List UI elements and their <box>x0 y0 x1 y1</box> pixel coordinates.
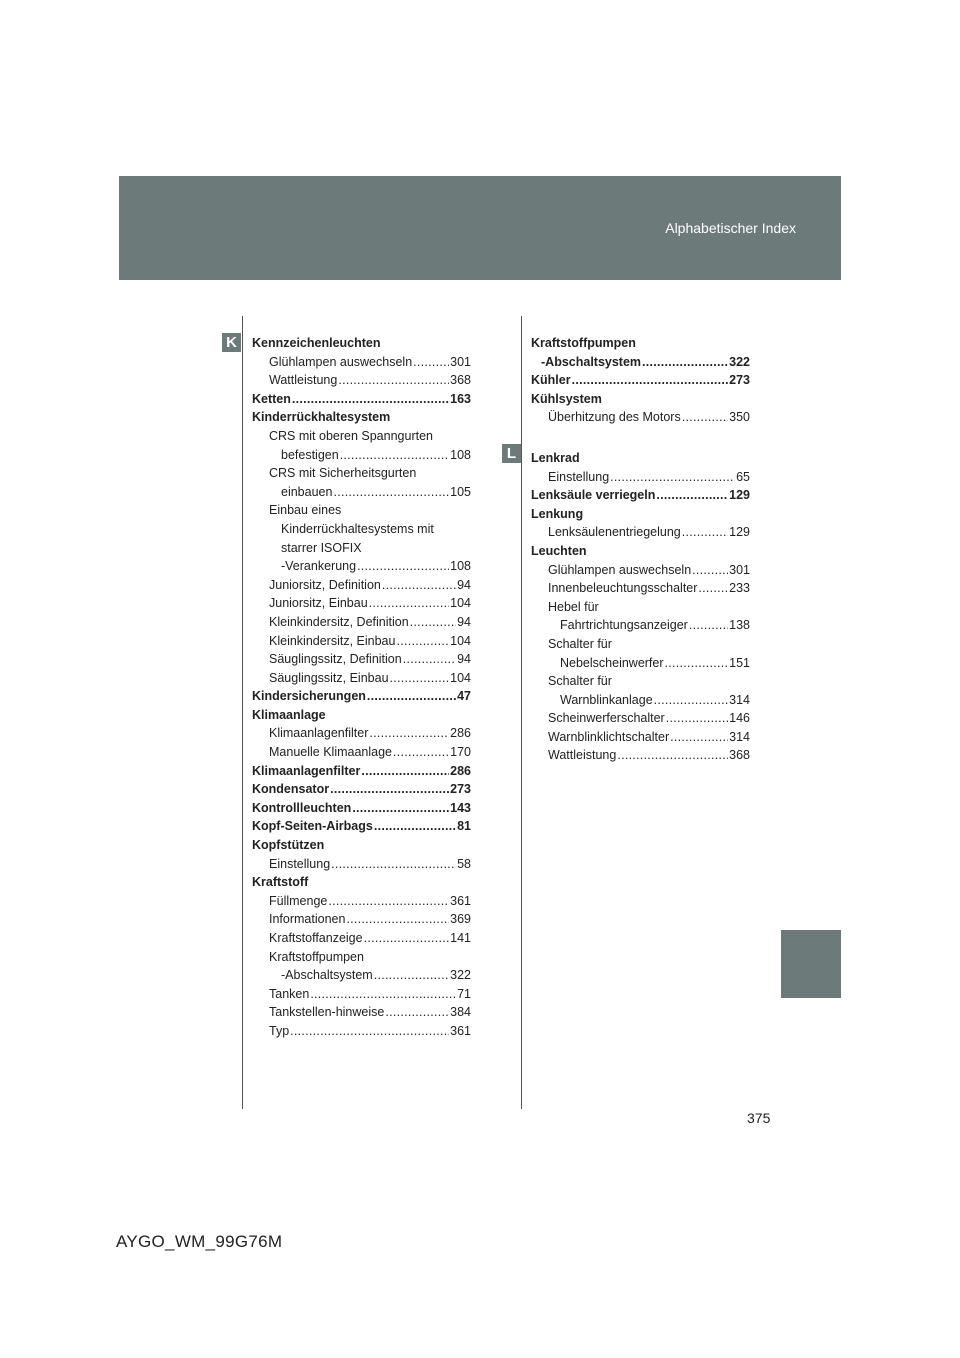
index-entry[interactable]: einbauen . . . 105 <box>252 483 471 502</box>
index-entry[interactable]: Füllmenge . . . 361 <box>252 892 471 911</box>
index-entry[interactable]: Tankstellen-hinweise . . . 384 <box>252 1003 471 1022</box>
index-entry[interactable]: Glühlampen auswechseln . . . 301 <box>252 353 471 372</box>
index-entry: Kinderrückhaltesystem <box>252 410 391 425</box>
index-entry[interactable]: Wattleistung . . . 368 <box>531 746 750 765</box>
index-entry: Einbau eines <box>269 503 342 518</box>
index-entry[interactable]: Kindersicherungen . . . 47 <box>252 687 471 706</box>
index-entry: CRS mit Sicherheitsgurten <box>269 466 417 481</box>
index-entry: Schalter für <box>548 636 612 651</box>
index-entry: Lenkrad <box>531 450 580 465</box>
index-entry[interactable]: Tanken . . . 71 <box>252 985 471 1004</box>
index-entry[interactable]: Lenksäule verriegeln . . . 129 <box>531 486 750 505</box>
index-entry[interactable]: Scheinwerferschalter . . . 146 <box>531 709 750 728</box>
section-gap <box>531 427 750 449</box>
letter-marker-k: K <box>222 333 241 352</box>
index-column-left <box>252 334 471 1041</box>
index-entry[interactable]: -Abschaltsystem . . . 322 <box>252 966 471 985</box>
index-entry[interactable]: Fahrtrichtungsanzeiger . . . 138 <box>531 616 750 635</box>
index-entry: Kinderrückhaltesystems mit <box>281 521 434 536</box>
index-entry: Kühlsystem <box>531 391 602 406</box>
index-entry[interactable]: Typ . . . 361 <box>252 1022 471 1041</box>
index-entry[interactable]: Kondensator . . . 273 <box>252 780 471 799</box>
index-entry[interactable]: Nebelscheinwerfer . . . 151 <box>531 654 750 673</box>
index-entry: Kraftstoffpumpen <box>269 949 364 964</box>
index-entry[interactable]: Kraftstoffanzeige . . . 141 <box>252 929 471 948</box>
index-entry[interactable]: Warnblinklichtschalter . . . 314 <box>531 728 750 747</box>
index-entry: Kopfstützen <box>252 838 325 853</box>
index-entry[interactable]: Lenksäulenentriegelung . . . 129 <box>531 523 750 542</box>
index-entry[interactable]: Juniorsitz, Definition . . . 94 <box>252 576 471 595</box>
chapter-thumb-tab <box>781 930 841 998</box>
index-entry[interactable]: Kleinkindersitz, Einbau . . . 104 <box>252 632 471 651</box>
column-divider <box>521 316 522 1109</box>
index-entry[interactable]: Einstellung . . . 58 <box>252 855 471 874</box>
index-entry[interactable]: Warnblinkanlage . . . 314 <box>531 691 750 710</box>
index-entry: Kennzeichenleuchten <box>252 336 381 350</box>
index-entry: Hebel für <box>548 599 599 614</box>
index-entry: Klimaanlage <box>252 707 326 722</box>
index-entry[interactable]: Kühler . . . 273 <box>531 371 750 390</box>
index-entry: CRS mit oberen Spanngurten <box>269 428 433 443</box>
header-band <box>119 176 841 280</box>
index-entry[interactable]: Kleinkindersitz, Definition . . . 94 <box>252 613 471 632</box>
index-entry[interactable]: Wattleistung . . . 368 <box>252 371 471 390</box>
document-code: AYGO_WM_99G76M <box>116 1232 283 1251</box>
page-number: 375 <box>747 1110 771 1126</box>
index-entry[interactable]: Einstellung . . . 65 <box>531 468 750 487</box>
index-entry[interactable]: Manuelle Klimaanlage . . . 170 <box>252 743 471 762</box>
index-entry: starrer ISOFIX <box>281 540 362 555</box>
index-entry[interactable]: -Verankerung . . . 108 <box>252 557 471 576</box>
index-entry[interactable]: Klimaanlagenfilter . . . 286 <box>252 762 471 781</box>
index-entry[interactable]: Innenbeleuchtungsschalter . . . 233 <box>531 579 750 598</box>
index-column-right <box>531 334 750 765</box>
index-entry[interactable]: -Abschaltsystem . . . 322 <box>531 353 750 372</box>
index-entry[interactable]: Überhitzung des Motors . . . 350 <box>531 408 750 427</box>
index-entry: Schalter für <box>548 674 612 689</box>
index-entry: Leuchten <box>531 543 587 558</box>
index-entry: Kraftstoffpumpen <box>531 336 636 350</box>
column-divider <box>242 316 243 1109</box>
index-entry[interactable]: Säuglingssitz, Definition . . . 94 <box>252 650 471 669</box>
index-entry[interactable]: Informationen . . . 369 <box>252 910 471 929</box>
index-entry[interactable]: Juniorsitz, Einbau . . . 104 <box>252 594 471 613</box>
index-entry[interactable]: Ketten . . . 163 <box>252 390 471 409</box>
section-title: Alphabetischer Index <box>665 220 796 236</box>
index-entry: Kraftstoff <box>252 875 309 890</box>
index-entry[interactable]: Säuglingssitz, Einbau . . . 104 <box>252 669 471 688</box>
letter-marker-l: L <box>502 444 521 463</box>
index-entry[interactable]: Kontrollleuchten . . . 143 <box>252 799 471 818</box>
index-entry[interactable]: befestigen . . . 108 <box>252 446 471 465</box>
index-entry[interactable]: Klimaanlagenfilter . . . 286 <box>252 724 471 743</box>
index-entry[interactable]: Glühlampen auswechseln . . . 301 <box>531 561 750 580</box>
index-entry: Lenkung <box>531 506 584 521</box>
index-entry[interactable]: Kopf-Seiten-Airbags . . . 81 <box>252 817 471 836</box>
